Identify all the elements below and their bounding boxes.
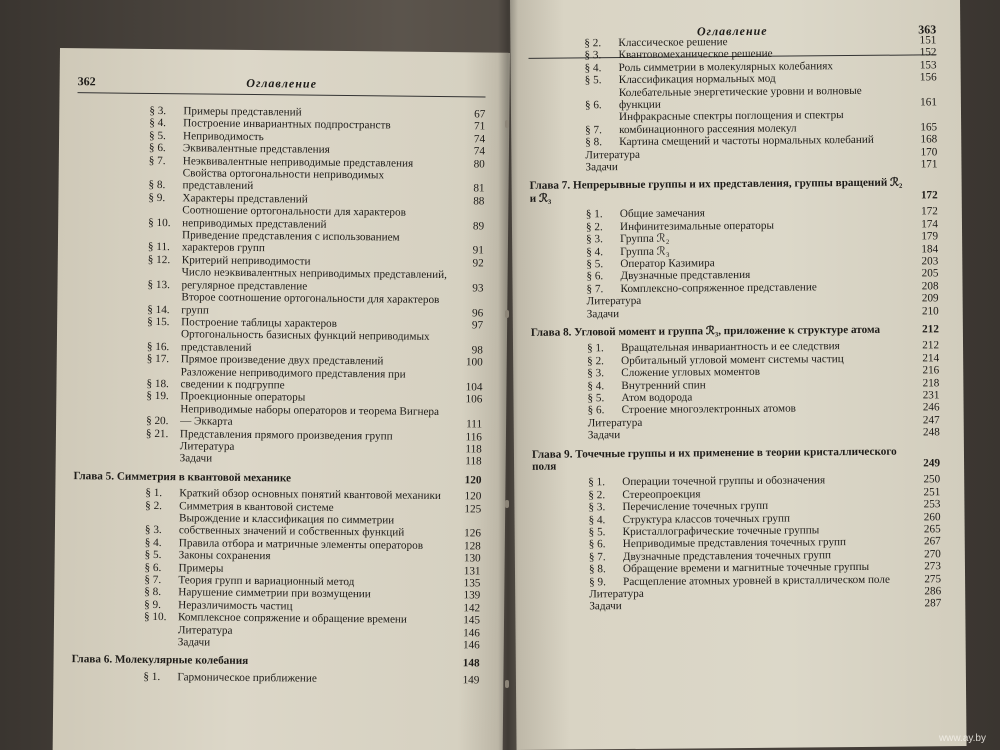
toc-page-number: 98 (471, 344, 483, 357)
left-page-title: Оглавление (246, 75, 318, 91)
toc-section-number: § 2. (584, 37, 602, 50)
toc-entry-title: Задачи (587, 429, 621, 442)
toc-entry-title: Глава 5. Симметрия в квантовой механике (73, 469, 292, 485)
toc-page-number: 209 (921, 292, 939, 305)
toc-entry-title: Неприводимые наборы операторов и теорема Вигнера — Эккарта (180, 403, 440, 428)
toc-section-number: § 3. (586, 233, 603, 246)
toc-entry-title: Характеры представлений (182, 192, 308, 206)
toc-page-number: 89 (472, 219, 485, 233)
toc-entry-title: Неразличимость частиц (178, 599, 293, 613)
toc-section-number: § 10. (143, 611, 167, 624)
toc-page-number: 81 (473, 182, 485, 195)
toc-page-number: 97 (471, 319, 484, 332)
toc-section-number: § 20. (146, 415, 169, 428)
right-toc (528, 34, 941, 613)
toc-page-number: 146 (463, 626, 480, 640)
toc-section-number: § 5. (584, 74, 602, 87)
toc-entry-title: Группа ℛ₃ (620, 245, 670, 258)
toc-section-number: § 4. (144, 536, 162, 549)
toc-page-number: 125 (464, 502, 482, 516)
toc-section-number: § 4. (149, 117, 167, 130)
toc-section-number: § 6. (144, 561, 162, 574)
watermark: www.ay.by (938, 733, 986, 744)
toc-entry-title: Прямое произведение двух представлений (180, 353, 384, 368)
toc-entry-title: Соотношение ортогональности для характеров неприводимых представлений (182, 204, 406, 231)
toc-entry-title: Проекционные операторы (180, 390, 306, 404)
toc-section-number: § 7. (588, 551, 606, 564)
toc-section-number: § 8. (144, 586, 162, 599)
toc-page-number: 212 (922, 323, 939, 336)
toc-page-number: 111 (466, 418, 483, 431)
toc-section-number: § 8. (588, 563, 606, 576)
toc-entry-title: Приведение представления с использованием характеров групп (181, 229, 400, 255)
toc-page-number: 131 (463, 564, 481, 578)
toc-section-number: § 5. (149, 129, 166, 142)
toc-page-number: 205 (921, 267, 939, 280)
toc-page-number: 203 (921, 255, 939, 268)
toc-page-number: 267 (923, 535, 941, 548)
toc-entry-title: Атом водорода (621, 391, 693, 405)
toc-section-number: § 19. (146, 390, 169, 403)
toc-entry-title: Глава 9. Точечные группы и их применение в теории кристаллического поля (531, 445, 897, 473)
toc-page-number: 156 (919, 71, 937, 84)
toc-entry-title: Двузначные представления точечных групп (622, 549, 831, 563)
toc-entry-title: Строение многоэлектронных атомов (621, 402, 796, 417)
toc-entry-title: Инфинитезимальные операторы (619, 219, 774, 233)
toc-page-number: 165 (920, 121, 938, 134)
toc-page-number: 253 (923, 498, 941, 511)
toc-page-number: 118 (465, 455, 482, 468)
toc-section-number: § 4. (588, 513, 606, 526)
toc-entry-title: Неприводимые представления точечных групп (622, 536, 847, 551)
toc-page-number: 126 (464, 527, 481, 540)
toc-section-number: § 5. (588, 526, 606, 539)
toc-entry-title: Задачи (586, 307, 620, 320)
toc-section-number: § 5. (586, 258, 604, 271)
toc-entry-title: Внутренний спин (621, 378, 706, 392)
toc-section-number: § 6. (148, 142, 166, 155)
toc-entry-title: Обращение времени и магнитные точечные группы (622, 561, 870, 576)
toc-section-number: § 3. (587, 367, 605, 380)
toc-section-number: § 7. (585, 124, 602, 137)
toc-entry-title: Вращательная инвариантность и ее следствия (620, 340, 840, 355)
toc-section-number: § 9. (589, 575, 606, 588)
toc-page-number: 100 (465, 356, 483, 369)
toc-section-number: § 4. (584, 62, 602, 75)
toc-entry (71, 670, 479, 687)
toc-page-number: 270 (924, 548, 941, 561)
toc-section-number: § 10. (148, 216, 171, 229)
toc-entry-title: Теория групп и вариационный метод (178, 574, 355, 589)
toc-page-number: 170 (920, 145, 938, 159)
toc-page-number: 148 (462, 657, 480, 670)
toc-entry-title: Построение таблицы характеров (181, 316, 338, 330)
toc-entry-title: Стереопроекция (622, 488, 701, 501)
book-spine (498, 0, 518, 750)
toc-entry-title: Ортогональность базисных функций неприводимых представлений (180, 328, 430, 354)
toc-section-number: § 1. (585, 208, 603, 221)
toc-entry-title: Литература (586, 294, 642, 308)
toc-entry-title: Группа ℛ₂ (620, 232, 670, 246)
toc-entry-title: Сложение угловых моментов (621, 365, 761, 380)
toc-entry-title: Критерий неприводимости (181, 254, 311, 268)
toc-entry-title: Второе соотношение ортогональности для характеров групп (181, 291, 440, 317)
toc-entry (529, 158, 937, 174)
toc-section-number: § 6. (586, 270, 604, 283)
toc-entry-title: Литература (179, 440, 235, 453)
toc-entry-title: Литература (585, 148, 640, 162)
toc-page-number: 214 (922, 352, 940, 365)
toc-entry-title: Картина смещений и частоты нормальных колебаний (619, 134, 874, 149)
toc-section-number: § 3. (588, 501, 606, 514)
toc-page-number: 172 (921, 205, 938, 218)
toc-page-number: 71 (473, 120, 486, 133)
toc-page-number: 273 (924, 560, 942, 573)
toc-page-number: 74 (473, 133, 486, 146)
toc-page-number: 116 (465, 430, 483, 444)
toc-page-number: 96 (471, 306, 484, 319)
toc-entry-title: Квантовомеханическое решение (618, 48, 773, 62)
toc-section-number: § 16. (146, 340, 170, 353)
toc-page-number: 287 (924, 597, 942, 610)
toc-entry-title: Задачи (179, 452, 213, 465)
toc-page-number: 80 (473, 157, 485, 171)
toc-section-number: § 3. (144, 524, 162, 537)
toc-page-number: 231 (922, 389, 940, 402)
toc-chapter (532, 445, 940, 473)
toc-page-number: 118 (465, 443, 482, 456)
toc-entry-title: Нарушение симметрии при возмущении (178, 586, 371, 601)
toc-section-number: § 15. (147, 315, 170, 329)
left-toc (71, 104, 485, 687)
toc-entry-title: Правила отбора и матричные элементы операторов (178, 537, 424, 552)
toc-page-number: 93 (472, 282, 484, 295)
toc-section-number: § 2. (587, 354, 604, 368)
toc-section-number: § 18. (146, 377, 169, 391)
toc-entry-title: Операции точечной группы и обозначения (622, 474, 826, 489)
toc-page-number: 135 (463, 577, 481, 590)
toc-section-number: § 6. (584, 99, 602, 112)
toc-entry (533, 598, 941, 614)
toc-page-number: 275 (924, 572, 942, 586)
toc-entry-title: Число неэквивалентных неприводимых представлений, регулярное представление (181, 266, 448, 293)
toc-entry-title: Кристаллографические точечные группы (622, 524, 820, 539)
toc-page-number: 91 (472, 244, 484, 257)
toc-entry (531, 305, 939, 321)
toc-chapter (531, 323, 939, 339)
toc-entry-title: Эквивалентные представления (182, 142, 330, 157)
toc-page-number: 260 (923, 510, 941, 524)
toc-entry-title: Классическое решение (618, 36, 728, 50)
toc-section-number: § 11. (147, 241, 170, 254)
toc-page-number: 286 (924, 585, 942, 598)
toc-entry-title: Представления прямого произведения групп (179, 427, 393, 443)
toc-entry-title: Литература (587, 416, 643, 430)
toc-page-number: 208 (921, 279, 939, 293)
toc-section-number: § 2. (585, 220, 603, 234)
toc-entry-title: Общие замечания (619, 207, 705, 221)
toc-entry-title: Глава 6. Молекулярные колебания (71, 653, 249, 668)
toc-entry-title: Задачи (177, 636, 211, 649)
toc-section-number: § 12. (147, 253, 171, 267)
toc-entry-title: Инфракрасные спектры поглощения и спектры комбинационного рассеяния молекул (618, 109, 844, 136)
toc-section-number: § 9. (144, 598, 162, 611)
toc-page-number: 120 (464, 474, 482, 487)
toc-page-number: 184 (921, 242, 939, 255)
toc-section-number: § 13. (147, 278, 170, 291)
toc-entry-title: Свойства ортогональности неприводимых представлений (182, 167, 385, 193)
toc-page-number: 153 (919, 59, 937, 72)
toc-section-number: § 7. (586, 282, 604, 296)
toc-section-number: § 5. (587, 392, 605, 405)
toc-page-number: 120 (464, 490, 482, 503)
toc-section-number: § 4. (586, 245, 604, 258)
toc-entry-title: Симметрия в квантовой системе (179, 499, 334, 514)
toc-page-number: 251 (923, 486, 941, 499)
toc-page-number: 216 (922, 364, 940, 377)
toc-section-number: § 6. (588, 538, 606, 551)
toc-section-number: § 3. (584, 49, 602, 62)
toc-entry-title: Перечисление точечных групп (622, 499, 769, 514)
toc-section-number: § 6. (587, 404, 605, 417)
toc-section-number: § 17. (146, 353, 170, 366)
toc-section-number: § 3. (149, 104, 167, 118)
toc-entry (529, 109, 937, 137)
binding-stitch (505, 680, 509, 688)
toc-page-number: 92 (472, 257, 484, 270)
toc-entry-title: Роль симметрии в молекулярных колебаниях (618, 59, 833, 74)
toc-page-number: 130 (463, 552, 481, 565)
toc-section-number: § 2. (145, 499, 163, 512)
toc-page-number: 145 (463, 614, 481, 627)
toc-page-number: 128 (463, 540, 481, 553)
toc-page-number: 212 (922, 339, 940, 352)
toc-page-number: 142 (463, 602, 481, 615)
toc-entry-title: Комплексное сопряжение и обращение времени (177, 611, 407, 626)
toc-page-number: 247 (922, 414, 940, 427)
toc-page-number: 161 (920, 96, 937, 109)
toc-section-number: § 21. (145, 427, 169, 440)
toc-page-number: 151 (919, 34, 937, 47)
toc-section-number: § 8. (585, 136, 603, 149)
right-page-number: 363 (918, 22, 937, 37)
toc-entry-title: Глава 7. Непрерывные группы и их представления, группы вращений ℛ₂ и ℛ₃ (529, 177, 903, 205)
toc-entry-title: Глава 8. Угловой момент и группа ℛ₃, приложение к структуре атома (530, 323, 881, 339)
toc-page-number: 106 (465, 393, 483, 406)
toc-entry-title: Литература (589, 587, 644, 601)
toc-chapter (530, 177, 938, 205)
toc-entry-title: Разложение неприводимого представления при сведении к подгруппе (180, 365, 406, 392)
toc-entry-title: Вырождение и классификация по симметрии собственных значений и собственных функций (178, 512, 405, 540)
toc-entry-title: Задачи (585, 161, 618, 174)
toc-chapter (72, 654, 480, 671)
toc-section-number: § 1. (588, 476, 606, 489)
toc-page-number: 248 (922, 426, 940, 439)
toc-entry-title: Орбитальный угловой момент системы частиц (621, 352, 844, 367)
toc-section-number: § 1. (143, 670, 161, 683)
right-book-page (510, 0, 967, 750)
toc-entry-title: Классификация нормальных мод (618, 72, 776, 87)
toc-page-number: 246 (922, 401, 940, 414)
left-book-page (53, 48, 510, 750)
toc-page-number: 265 (923, 523, 941, 536)
toc-page-number: 179 (921, 230, 939, 243)
toc-entry-title: Законы сохранения (178, 549, 271, 563)
toc-page-number: 218 (922, 376, 940, 389)
right-page-title: Оглавление (696, 23, 768, 39)
toc-entry-title: Примеры (178, 561, 224, 575)
toc-page-number: 74 (473, 145, 486, 158)
toc-section-number: § 14. (147, 303, 170, 316)
toc-section-number: § 4. (587, 379, 605, 392)
toc-entry-title: Примеры представлений (183, 105, 302, 119)
toc-section-number: § 1. (145, 487, 163, 500)
toc-page-number: 168 (920, 133, 938, 146)
toc-page-number: 250 (923, 473, 941, 486)
toc-page-number: 104 (465, 381, 483, 394)
toc-entry (529, 84, 937, 112)
toc-section-number: § 9. (148, 191, 166, 204)
binding-stitch (505, 310, 509, 318)
toc-entry-title: Литература (177, 623, 233, 637)
toc-entry-title: Комплексно-сопряженное представление (620, 281, 817, 295)
binding-stitch (505, 120, 509, 128)
left-page-number: 362 (77, 74, 96, 89)
toc-chapter (73, 470, 481, 487)
toc-entry-title: Оператор Казимира (620, 257, 715, 270)
toc-page-number: 149 (462, 674, 480, 687)
toc-page-number: 210 (921, 304, 939, 317)
toc-page-number: 174 (921, 217, 939, 231)
toc-section-number: § 8. (148, 179, 166, 192)
toc-entry-title: Неэквивалентные неприводимые представления (182, 154, 414, 170)
binding-stitch (505, 500, 509, 508)
toc-entry-title: Построение инвариантных подпространств (183, 117, 391, 132)
toc-page-number: 152 (919, 46, 937, 59)
toc-entry-title: Колебательные энергетические уровни и волновые функции (618, 84, 862, 112)
toc-page-number: 172 (920, 189, 938, 202)
toc-entry-title: Краткий обзор основных понятий квантовой механики (179, 487, 441, 503)
toc-page-number: 67 (474, 108, 486, 121)
toc-page-number: 146 (462, 639, 480, 652)
toc-entry-title: Структура классов точечных групп (622, 512, 791, 526)
toc-entry-title: Неприводимость (183, 130, 264, 143)
toc-entry (532, 426, 940, 442)
toc-page-number: 88 (473, 195, 485, 208)
toc-page-number: 171 (920, 158, 938, 171)
toc-entry-title: Расщепление атомных уровней в кристаллическом поле (623, 573, 890, 588)
toc-entry-title: Двузначные представления (620, 269, 751, 283)
toc-section-number: § 7. (148, 154, 166, 167)
toc-entry-title: Задачи (589, 600, 622, 613)
toc-section-number: § 2. (588, 489, 606, 502)
toc-entry-title: Гармоническое приближение (177, 671, 317, 685)
toc-page-number: 139 (463, 589, 481, 602)
toc-section-number: § 1. (586, 342, 604, 355)
toc-section-number: § 7. (144, 573, 162, 587)
toc-section-number: § 5. (144, 549, 162, 562)
toc-page-number: 249 (923, 457, 941, 470)
